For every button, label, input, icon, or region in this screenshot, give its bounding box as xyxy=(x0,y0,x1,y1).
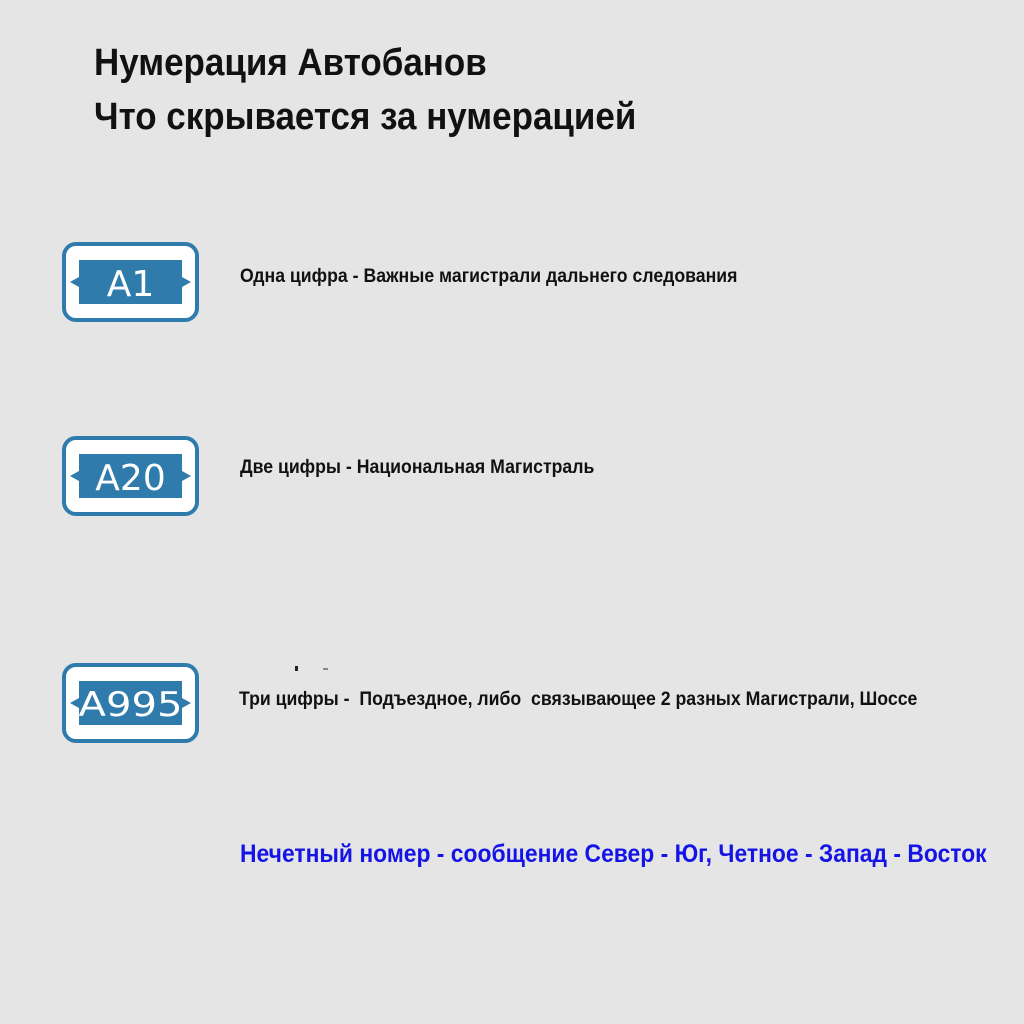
page-subtitle: Что скрывается за нумерацией xyxy=(94,96,637,138)
direction-note: Нечетный номер - сообщение Север - Юг, Четное - Запад - Восток xyxy=(240,840,987,868)
autobahn-shield-icon xyxy=(62,663,199,743)
sign-number-label: A1 xyxy=(106,264,155,305)
autobahn-sign-a995 xyxy=(62,663,199,743)
autobahn-sign-a20 xyxy=(62,436,199,516)
sign-number-label: A995 xyxy=(78,685,183,725)
artifact-speck xyxy=(323,668,328,670)
rule-description-2: Две цифры - Национальная Магистраль xyxy=(240,457,595,478)
page-title: Нумерация Автобанов xyxy=(94,42,487,84)
rule-description-3: Три цифры - Подъездное, либо связывающее 2 разных Магистрали, Шоссе xyxy=(239,689,918,710)
sign-number-label: A20 xyxy=(95,458,166,499)
artifact-speck xyxy=(295,666,298,671)
autobahn-sign-a1 xyxy=(62,242,199,322)
autobahn-shield-icon xyxy=(62,436,199,516)
autobahn-shield-icon xyxy=(62,242,199,322)
rule-description-1: Одна цифра - Важные магистрали дальнего следования xyxy=(240,266,738,287)
